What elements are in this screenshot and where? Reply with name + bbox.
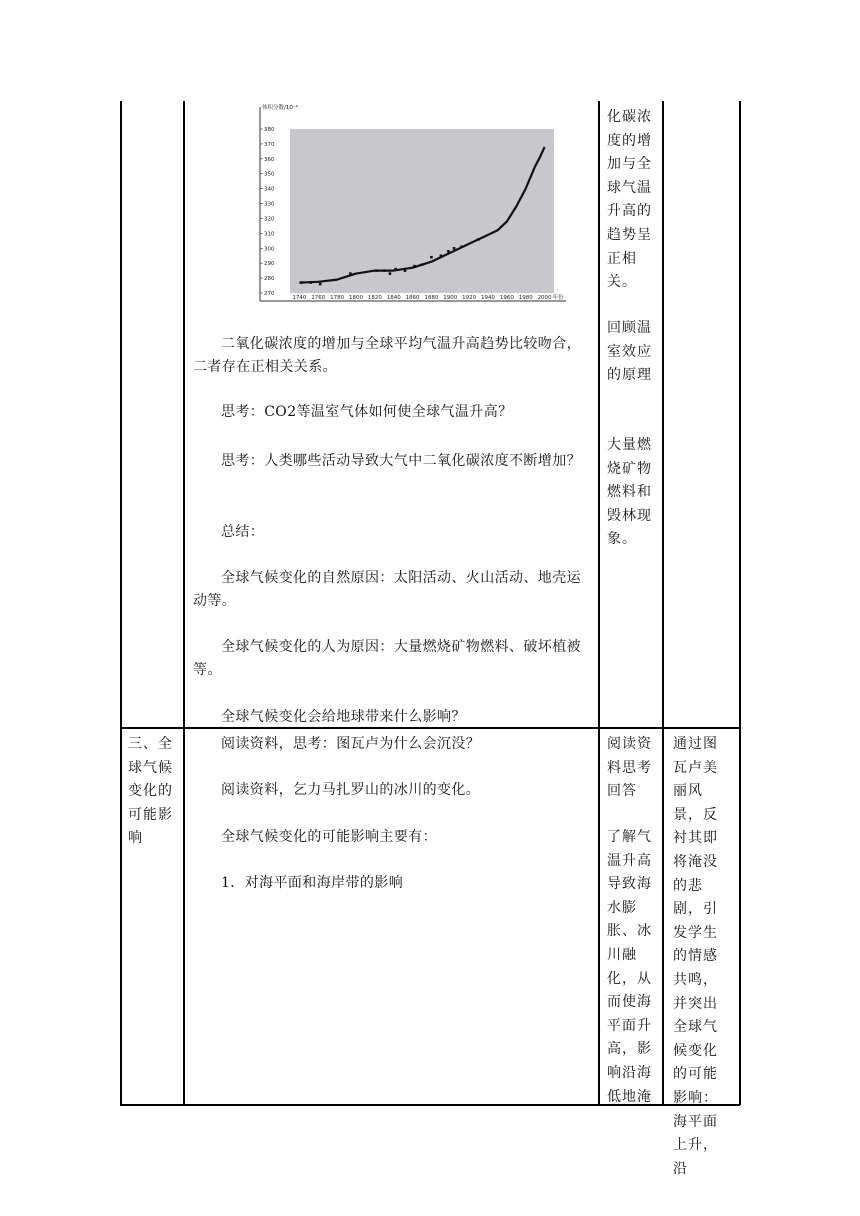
x-tick-label: 1880 [424, 295, 439, 301]
y-tick-label: 340 [264, 186, 275, 193]
y-tick-label: 360 [264, 156, 275, 163]
x-tick-label: 1740 [292, 295, 307, 301]
x-tick-label: 1860 [405, 295, 420, 301]
x-axis-unit: 年份 [552, 295, 564, 301]
col3-co2-conclusion: 化碳浓度的增加与全球气温升高的趋势呈正相关。 [607, 109, 652, 291]
data-point [430, 256, 433, 259]
y-tick-label: 310 [264, 231, 275, 238]
data-point [394, 268, 397, 271]
paragraph-tuvalu: 阅读资料，思考：图瓦卢为什么会沉没？ [221, 736, 481, 752]
y-tick-label: 320 [264, 216, 275, 223]
col3-read-answer: 阅读资料思考回答 [607, 736, 652, 800]
co2-chart [254, 101, 566, 305]
y-tick-label: 330 [264, 201, 275, 208]
paragraph-think-greenhouse: 思考：CO2等温室气体如何使全球气温升高？ [221, 404, 513, 420]
data-point [319, 283, 322, 286]
data-point [447, 250, 450, 253]
col4-design-intent: 通过图瓦卢美丽风景，反衬其即将淹没的悲剧，引发学生的情感共鸣，并突出全球气候变化的可能影响：海平面上升，沿 [673, 736, 718, 1177]
y-tick-label: 290 [264, 261, 275, 268]
data-point [389, 272, 392, 275]
table-border-right [739, 101, 741, 1105]
x-tick-label: 1980 [518, 295, 533, 301]
paragraph-impact-question: 全球气候变化会给地球带来什么影响？ [221, 709, 466, 725]
table-border-col2 [183, 101, 185, 1105]
data-point [404, 269, 407, 272]
col3-review-greenhouse: 回顾温室效应的原理 [607, 320, 652, 384]
x-tick-label: 1800 [349, 295, 363, 301]
y-tick-label: 270 [264, 291, 275, 297]
data-point [300, 281, 303, 284]
col3-human-activity: 大量燃烧矿物燃料和毁林现象。 [607, 437, 652, 548]
x-tick-label: 1900 [443, 295, 458, 301]
paragraph-human-causes: 全球气候变化的人为原因：大量燃烧矿物燃料、破坏植被等。 [193, 639, 581, 678]
y-tick-label: 380 [264, 127, 275, 133]
col3-understand-impact: 了解气温升高导致海水膨胀、冰川融化，从而使海平面升高，影响沿海低地淹 [607, 829, 652, 1105]
x-tick-label: 1920 [462, 295, 477, 301]
x-tick-label: 2000 [537, 295, 552, 301]
co2-chart-svg [254, 101, 566, 305]
paragraph-summary-heading: 总结： [221, 524, 265, 540]
data-point [477, 238, 480, 241]
data-point [421, 263, 424, 266]
x-tick-label: 1840 [386, 295, 401, 301]
data-point [460, 245, 463, 248]
y-tick-label: 370 [264, 141, 275, 148]
paragraph-sea-level: 1．对海平面和海岸带的影响 [221, 875, 404, 891]
table-border-col3 [598, 101, 600, 1105]
x-tick-label: 1940 [481, 295, 495, 301]
x-tick-label: 1960 [499, 295, 514, 301]
x-tick-label: 1760 [311, 295, 326, 301]
paragraph-impacts-intro: 全球气候变化的可能影响主要有： [221, 829, 437, 845]
y-axis-label: 体积分数/10⁻⁶ [262, 105, 298, 111]
data-point [440, 254, 443, 257]
paragraph-co2-correlation: 二氧化碳浓度的增加与全球平均气温升高趋势比较吻合，二者存在正相关关系。 [193, 336, 581, 375]
data-point [383, 269, 386, 272]
y-tick-label: 350 [264, 171, 275, 178]
table-border-left [120, 101, 122, 1105]
y-tick-label: 300 [264, 246, 275, 253]
data-point [349, 272, 352, 275]
section-title-impacts: 三、全球气候变化的可能影响 [128, 736, 173, 847]
paragraph-kilimanjaro: 阅读资料，乞力马扎罗山的冰川的变化。 [221, 782, 481, 798]
paragraph-think-human: 思考：人类哪些活动导致大气中二氧化碳浓度不断增加？ [221, 453, 581, 469]
y-tick-label: 280 [264, 276, 275, 283]
data-point [309, 281, 312, 284]
data-point [413, 265, 416, 268]
data-point [375, 269, 378, 272]
data-point [453, 247, 456, 250]
x-tick-label: 1780 [330, 295, 345, 301]
paragraph-natural-causes: 全球气候变化的自然原因：太阳活动、火山活动、地壳运动等。 [193, 570, 581, 609]
x-tick-label: 1820 [367, 295, 382, 301]
